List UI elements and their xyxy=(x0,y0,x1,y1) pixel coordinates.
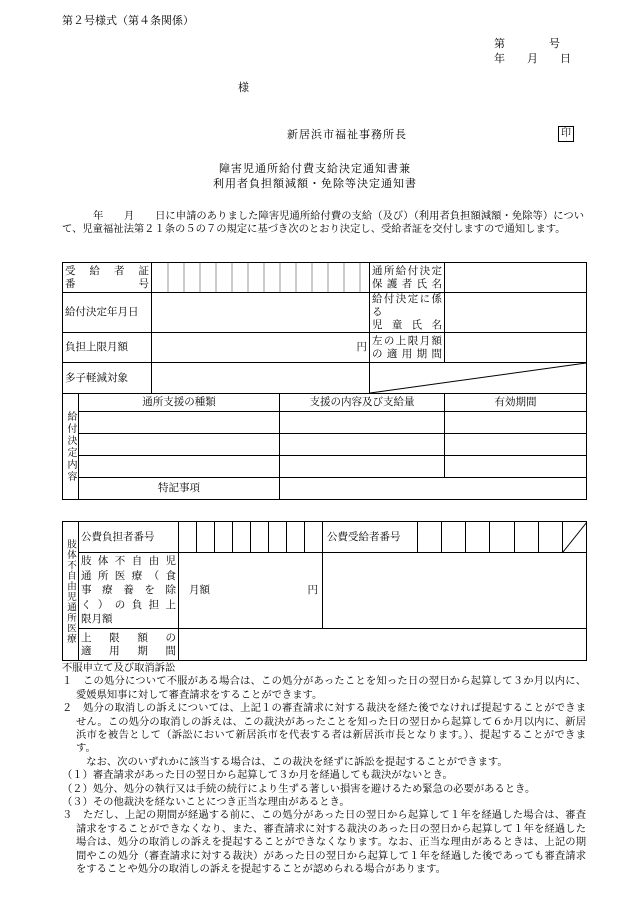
condition-2: （２）処分、処分の執行又は手続の続行により生ずる著しい損害を避けるため緊急の必要があるとき。 xyxy=(62,782,536,795)
medical-burden-label: 肢体不自由児 通所医療（食 事療養を除 く）の負担上 限月額 xyxy=(79,553,179,629)
note-1: １ この処分について不服がある場合は、この処分があったことを知った日の翌日から起算して３か月以内に、愛媛県知事に対して審査請求をすることができます。 xyxy=(62,675,586,701)
decision-date-label: 給付決定年月日 xyxy=(63,293,152,333)
monthly-amount-blank xyxy=(323,553,587,629)
child-name-label: 給付決定に係る 児童氏名 xyxy=(370,293,445,333)
limit-period-value xyxy=(179,629,587,661)
diagonal-cell xyxy=(370,363,587,394)
payer-number-label: 公費負担者番号 xyxy=(79,522,179,553)
burden-limit-label: 負担上限月額 xyxy=(63,333,152,363)
note-3: ３ ただし、上記の期間が経過する前に、この処分があった日の翌日から起算して１年を経過した場合は、審査請求をすることができなくなり、また、審査請求に対する裁決のあった日の翌日から起算して１年を経過した場合は、処分の取消しの訴えを提起することができなくなります。なお、正当な理由があるときは、上記の期間やこの処分（審査請求に対する裁決）があった日の翌日から起算して１年を経過した後であっても審査請求をすることや処分の取消しの訴えを提起することが認められる場合があります。 xyxy=(62,809,586,876)
note-2b: なお、次のいずれかに該当する場合は、この裁決を経ずに訴訟を提起することができます。 xyxy=(76,755,508,768)
issue-date: 年 月 日 xyxy=(494,52,571,65)
diagonal-line xyxy=(370,363,586,393)
col-service-type: 通所支援の種類 xyxy=(79,394,280,412)
diagonal-box xyxy=(563,522,586,552)
document-number: 第 号 xyxy=(494,37,560,50)
multi-child-label: 多子軽減対象 xyxy=(63,363,152,394)
guardian-name-value xyxy=(445,263,587,293)
seal-mark: 印 xyxy=(558,126,574,142)
applicable-period-value xyxy=(445,333,587,363)
condition-3: （３）その他裁決を経ないことにつき正当な理由があるとき。 xyxy=(62,796,350,809)
appeal-notes xyxy=(62,662,586,877)
recipient-number-label: 受給者証 番号 xyxy=(63,263,152,293)
col-support-amount: 支援の内容及び支給量 xyxy=(280,394,445,412)
document-title-line1: 障害児通所給付費支給決定通知書兼 xyxy=(219,162,411,175)
document-title-line2: 利用者負担額減額・免除等決定通知書 xyxy=(213,177,417,190)
applicable-period-label: 左の上限月額 の適用期間 xyxy=(370,333,445,363)
decision-table xyxy=(62,262,587,500)
special-notes-value xyxy=(280,478,587,500)
medical-table xyxy=(62,521,587,661)
recipient-number-area xyxy=(323,522,587,553)
burden-limit-yen: 円 xyxy=(152,333,370,363)
child-name-value xyxy=(445,293,587,333)
limit-period-label: 上限額の 適用期間 xyxy=(79,629,179,661)
guardian-name-label: 通所給付決定 保護者氏名 xyxy=(370,263,445,293)
condition-1: （１）審査請求があった日の翌日から起算して３か月を経過しても裁決がないとき。 xyxy=(62,769,453,782)
payer-number-boxes xyxy=(179,522,323,553)
content-side-label: 給付決定内容 xyxy=(63,394,79,500)
intro-paragraph: 年 月 日に申請のありました障害児通所給付費の支給（及び）（利用者負担額減額・免除等）について、児童福祉法第２１条の５の７の規定に基づき次のとおり決定し、受給者証を交付しますので通知します。 xyxy=(62,210,584,236)
issuer-name: 新居浜市福祉事務所長 xyxy=(287,128,407,141)
notes-heading: 不服申立て及び取消訴訟 xyxy=(62,662,176,674)
col-valid-period: 有効期間 xyxy=(445,394,587,412)
form-number: 第２号様式（第４条関係） xyxy=(62,14,194,27)
monthly-amount-cell: 月額 円 xyxy=(179,553,323,629)
public-recipient-number-label: 公費受給者番号 xyxy=(323,522,418,552)
note-2: ２ 処分の取消しの訴えについては、上記１の審査請求に対する裁決を経た後でなければ提起することができません。この処分の取消しの訴えは、この裁決があったことを知った日の翌日から起算して６か月以内に、新居浜市を被告として（訴訟において新居浜市を代表する者は新居浜市長となります。）、提起することができます。 xyxy=(62,702,586,755)
addressee-suffix: 様 xyxy=(238,81,249,94)
recipient-number-value xyxy=(152,263,370,293)
multi-child-value xyxy=(152,363,370,394)
decision-date-value xyxy=(152,293,370,333)
special-notes-label: 特記事項 xyxy=(79,478,280,500)
medical-side-label: 肢体不自由児通所医療 xyxy=(63,522,79,661)
